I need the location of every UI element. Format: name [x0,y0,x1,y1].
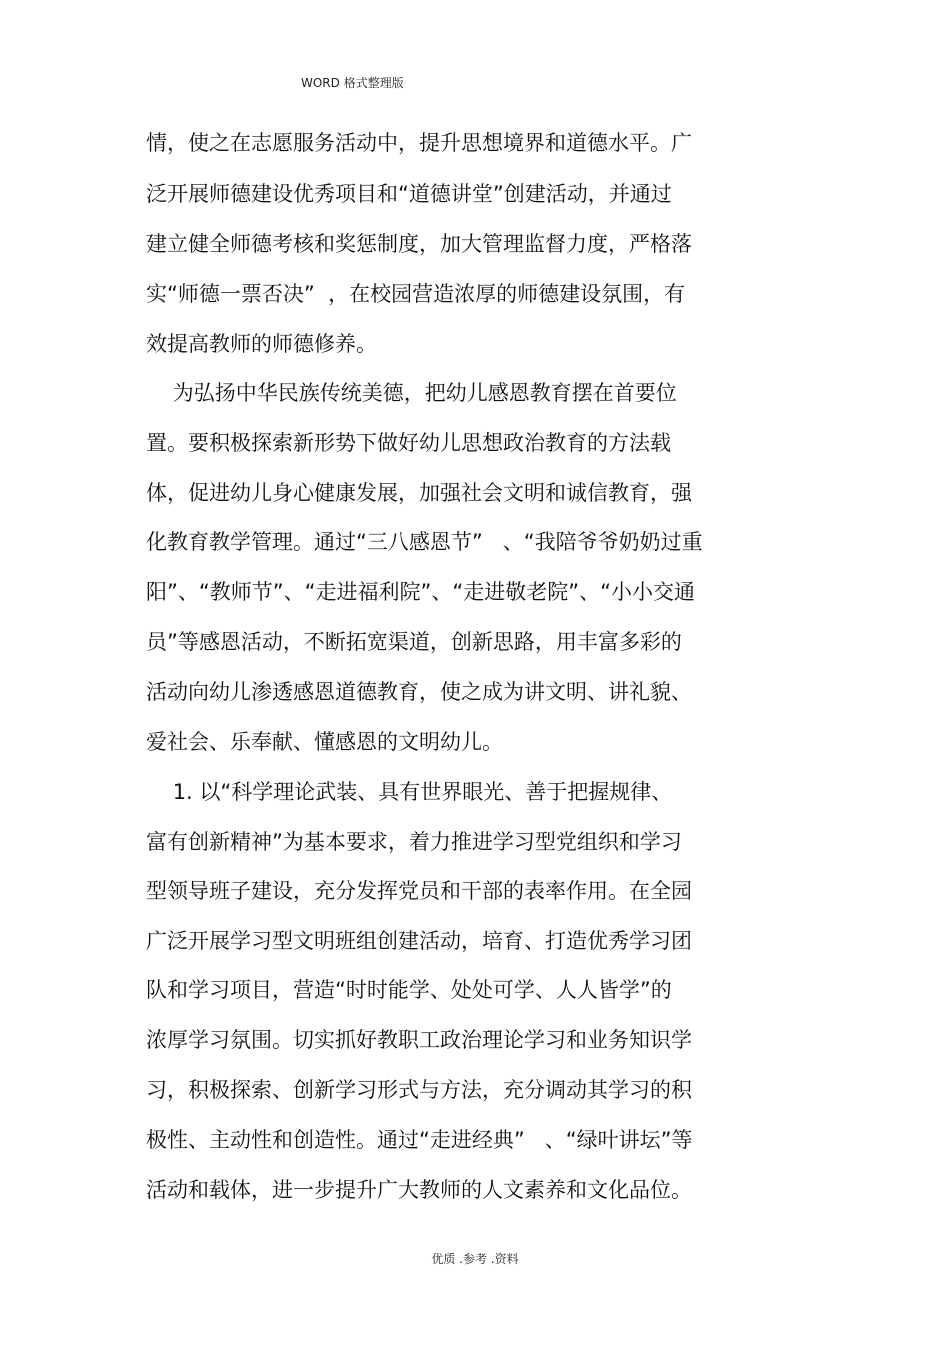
body-line: 极性、主动性和创造性。通过“走进经典” 、“绿叶讲坛”等 [146,1128,693,1152]
body-line: 为弘扬中华民族传统美德，把幼儿感恩教育摆在首要位 [146,381,677,405]
body-line: 浓厚学习氛围。切实抓好教职工政治理论学习和业务知识学 [146,1028,692,1052]
page-footer: 优质 .参考 .资料 [431,1252,519,1266]
body-line: 置。要积极探索新形势下做好幼儿思想政治教育的方法载 [146,431,671,455]
body-line: 广泛开展学习型文明班组创建活动，培育、打造优秀学习团 [146,929,692,953]
body-line: 1. 以“科学理论武装、具有世界眼光、善于把握规律、 [146,780,673,804]
body-line: 富有创新精神”为基本要求，着力推进学习型党组织和学习 [146,830,682,854]
body-line: 爱社会、乐奉献、懂感恩的文明幼儿。 [146,730,503,754]
body-line: 活动和载体，进一步提升广大教师的人文素养和文化品位。 [146,1178,692,1202]
body-line: 阳”、“教师节”、“走进福利院”、“走进敬老院”、“小小交通 [146,580,696,604]
body-line: 情，使之在志愿服务活动中，提升思想境界和道德水平。广 [146,131,692,155]
body-line: 体，促进幼儿身心健康发展，加强社会文明和诚信教育，强 [146,481,692,505]
body-line: 化教育教学管理。通过“三八感恩节” 、“我陪爷爷奶奶过重 [146,530,703,554]
body-line: 队和学习项目，营造“时时能学、处处可学、人人皆学”的 [146,978,672,1002]
body-line: 实“师德一票否决” ，在校园营造浓厚的师德建设氛围，有 [146,282,686,306]
body-line: 建立健全师德考核和奖惩制度，加大管理监督力度，严格落 [146,232,692,256]
body-line: 型领导班子建设，充分发挥党员和干部的表率作用。在全园 [146,879,692,903]
body-line: 效提高教师的师德修养。 [146,332,377,356]
page-header: WORD 格式整理版 [301,76,404,90]
body-line: 活动向幼儿渗透感恩道德教育，使之成为讲文明、讲礼貌、 [146,680,692,704]
body-line: 泛开展师德建设优秀项目和“道德讲堂”创建活动，并通过 [146,182,672,206]
body-line: 员”等感恩活动，不断拓宽渠道，创新思路，用丰富多彩的 [146,630,682,654]
body-line: 习，积极探索、创新学习形式与方法，充分调动其学习的积 [146,1078,692,1102]
